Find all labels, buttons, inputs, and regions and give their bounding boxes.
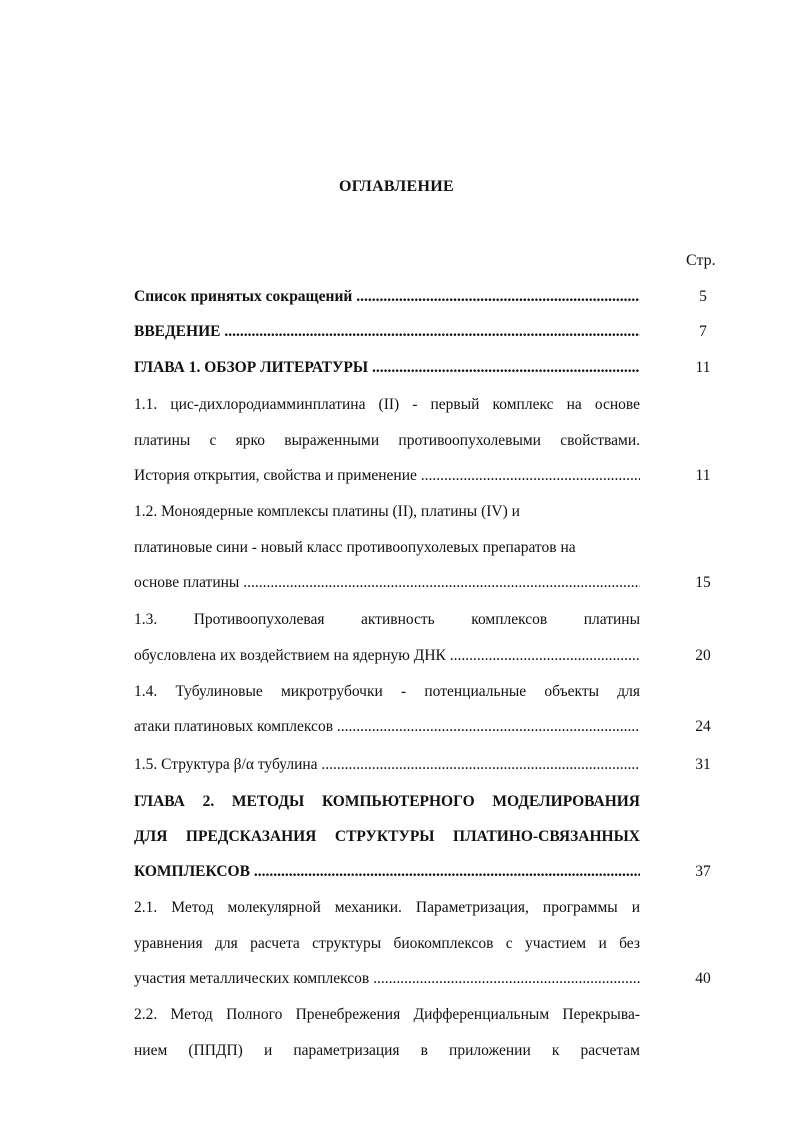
toc-line: обусловлена их воздействием на ядерную ДНК ..... [134,646,640,666]
toc-line: платиновые сини - новый класс противоопухолевых препаратов на [134,539,576,556]
page-number: 37 [695,863,711,880]
page-number: 20 [695,647,711,664]
toc-line: основе платины ..... [134,573,640,593]
toc-line: участия металлических комплексов ..... [134,969,640,989]
page-number: 11 [695,467,711,484]
page-number: 7 [699,323,707,340]
toc-line: нием (ППДП) и параметризация в приложении к расчетам [134,1042,640,1059]
toc-line: 1.5. Структура β/α тубулина ..... [134,755,640,775]
toc-line: 1.3. Противоопухолевая активность комплексов платины [134,611,640,628]
toc-line: 1.2. Моноядерные комплексы платины (II), платины (IV) и [134,503,520,520]
page-number: 24 [695,718,711,735]
toc-line: 2.2. Метод Полного Пренебрежения Дифференциальным Перекрыва- [134,1006,640,1023]
page-column-header: Стр. [686,252,716,269]
toc-line: уравнения для расчета структуры биокомплексов с участием и без [134,935,640,952]
toc-line: атаки платиновых комплексов ..... [134,717,640,737]
toc-line: платины с ярко выраженными противоопухолевыми свойствами. [134,432,640,449]
toc-line: ГЛАВА 2. МЕТОДЫ КОМПЬЮТЕРНОГО МОДЕЛИРОВАНИЯ [134,793,640,810]
page-number: 11 [695,359,711,376]
toc-line: ГЛАВА 1. ОБЗОР ЛИТЕРАТУРЫ ..... [134,358,640,378]
toc-line: ДЛЯ ПРЕДСКАЗАНИЯ СТРУКТУРЫ ПЛАТИНО-СВЯЗАННЫХ [134,828,640,845]
toc-title: ОГЛАВЛЕНИЕ [339,178,454,195]
toc-line: 2.1. Метод молекулярной механики. Параметризация, программы и [134,899,640,916]
toc-line: Список принятых сокращений ..... [134,287,640,307]
toc-line: КОМПЛЕКСОВ ..... [134,862,640,882]
page-number: 15 [695,574,711,591]
page-number: 40 [695,970,711,987]
toc-line: 1.4. Тубулиновые микротрубочки - потенциальные объекты для [134,683,640,700]
toc-line: ВВЕДЕНИЕ ..... [134,322,640,342]
page-number: 5 [699,288,707,305]
toc-line: 1.1. цис-дихлородиамминплатина (II) - первый комплекс на основе [134,396,640,413]
page-number: 31 [695,756,711,773]
toc-line: История открытия, свойства и применение ..... [134,466,640,486]
